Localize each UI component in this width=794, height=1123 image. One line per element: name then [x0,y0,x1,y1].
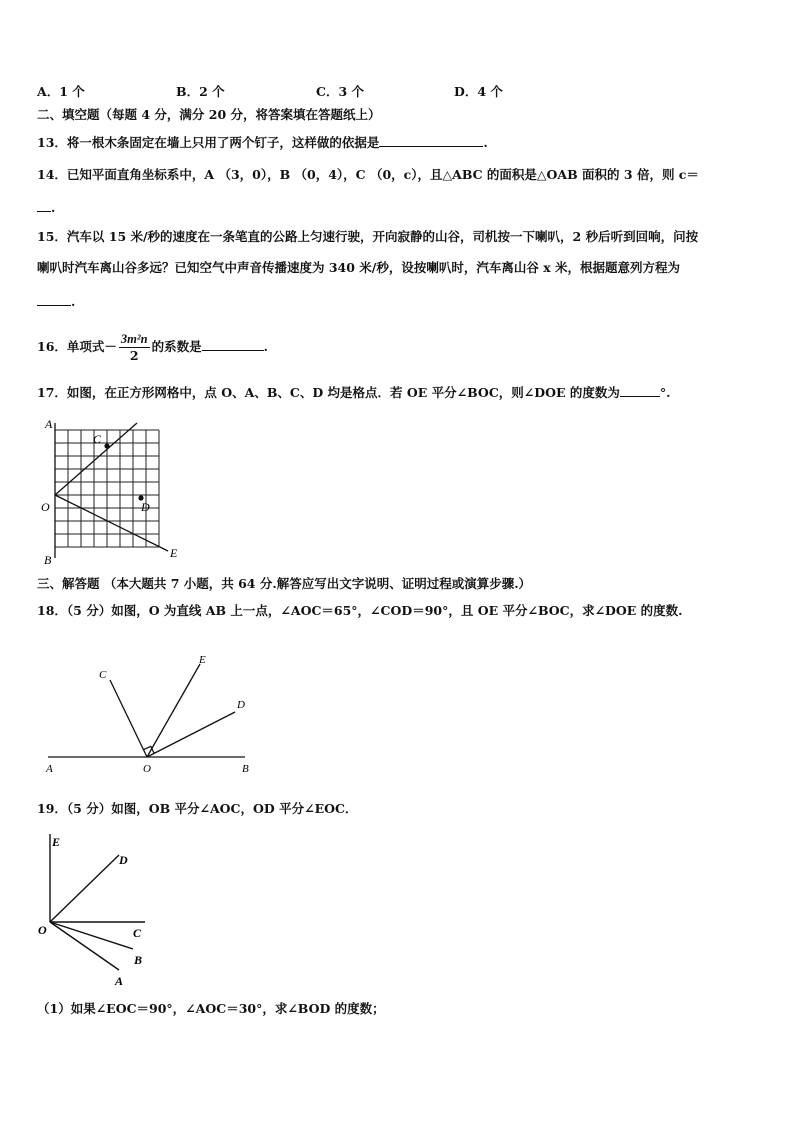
question-16 [37,330,268,364]
answer-blank-14[interactable] [37,199,51,212]
q19-label-a: A [115,974,124,988]
q19-label-c: C [133,926,142,940]
option-c: C．3 个 [316,84,364,99]
question-13 [37,134,488,152]
q17-label-d: D [141,500,150,514]
answer-blank-17[interactable] [620,384,660,397]
q17-grid-figure [33,415,183,565]
q19-label-d: D [119,853,128,867]
question-13-text: 13．将一根木条固定在墙上只用了两个钉子，这样做的依据是 [37,135,380,150]
question-14-cont [37,199,55,217]
question-13-tail: . [483,135,488,150]
answer-blank-13[interactable] [379,134,483,147]
question-18: 18．（5 分）如图，O 为直线 AB 上一点，∠AOC＝65°，∠COD＝90°，且 OE 平分∠BOC，求∠DOE 的度数. [37,603,683,618]
question-14-tail: . [51,200,56,215]
question-19-part-1: （1）如果∠EOC＝90°，∠AOC＝30°，求∠BOD 的度数； [37,1001,385,1016]
question-14 [37,166,699,184]
question-15-cont [37,293,75,311]
q17-label-c: C [93,432,102,446]
q19-label-e: E [52,835,61,849]
question-19: 19．（5 分）如图，OB 平分∠AOC，OD 平分∠EOC． [37,801,358,816]
q18-label-b: B [242,763,249,775]
q19-angle-figure [35,828,165,993]
question-15-line-1: 15．汽车以 15 米/秒的速度在一条笔直的公路上匀速行驶，开向寂静的山谷，司机按一下喇叭，2 秒后听到回响，问按 [37,229,699,244]
question-17 [37,384,670,402]
q17-label-a: A [45,417,53,431]
section-3-title: 三、解答题 （本大题共 7 小题，共 64 分.解答应写出文字说明、证明过程或演算步骤.） [37,576,532,591]
q19-label-o: O [38,923,47,937]
question-14-text: 14．已知平面直角坐标系中，A （3，0），B （0，4），C （0，c），且△ABC 的面积是△OAB 面积的 3 倍，则 c＝ [37,167,699,182]
question-16-tail: . [263,339,268,354]
q17-label-o: O [41,500,50,514]
fraction-denominator: 2 [129,348,139,363]
q18-label-e: E [199,654,206,666]
q18-angle-figure [40,650,280,780]
q17-label-e: E [170,546,178,560]
q18-label-c: C [99,669,107,681]
section-2-title: 二、填空题（每题 4 分，满分 20 分，将答案填在答题纸上） [37,107,381,122]
question-16-suffix: 的系数是 [151,339,202,354]
q19-label-b: B [134,953,143,967]
option-b: B．2 个 [176,84,225,99]
q18-label-a: A [46,763,53,775]
question-17-text: 17．如图，在正方形网格中，点 O、A、B、C、D 均是格点．若 OE 平分∠BOC，则∠DOE 的度数为 [37,385,620,400]
answer-blank-15[interactable] [37,293,71,306]
answer-blank-16[interactable] [202,338,264,351]
q18-label-o: O [143,763,151,775]
fraction-numerator: 3m²n [120,332,148,346]
option-d: D．4 个 [454,84,503,99]
option-a: A．1 个 [37,84,85,99]
question-15-tail: . [71,294,76,309]
question-17-tail: °. [659,385,671,400]
q17-label-b: B [44,553,52,565]
coefficient-fraction [119,332,150,363]
q18-label-d: D [237,699,245,711]
question-16-prefix: 16．单项式－ [37,339,117,354]
question-15-line-2: 喇叭时汽车离山谷多远？已知空气中声音传播速度为 340 米/秒，设按喇叭时，汽车离山谷 x 米，根据题意列方程为 [37,260,681,275]
